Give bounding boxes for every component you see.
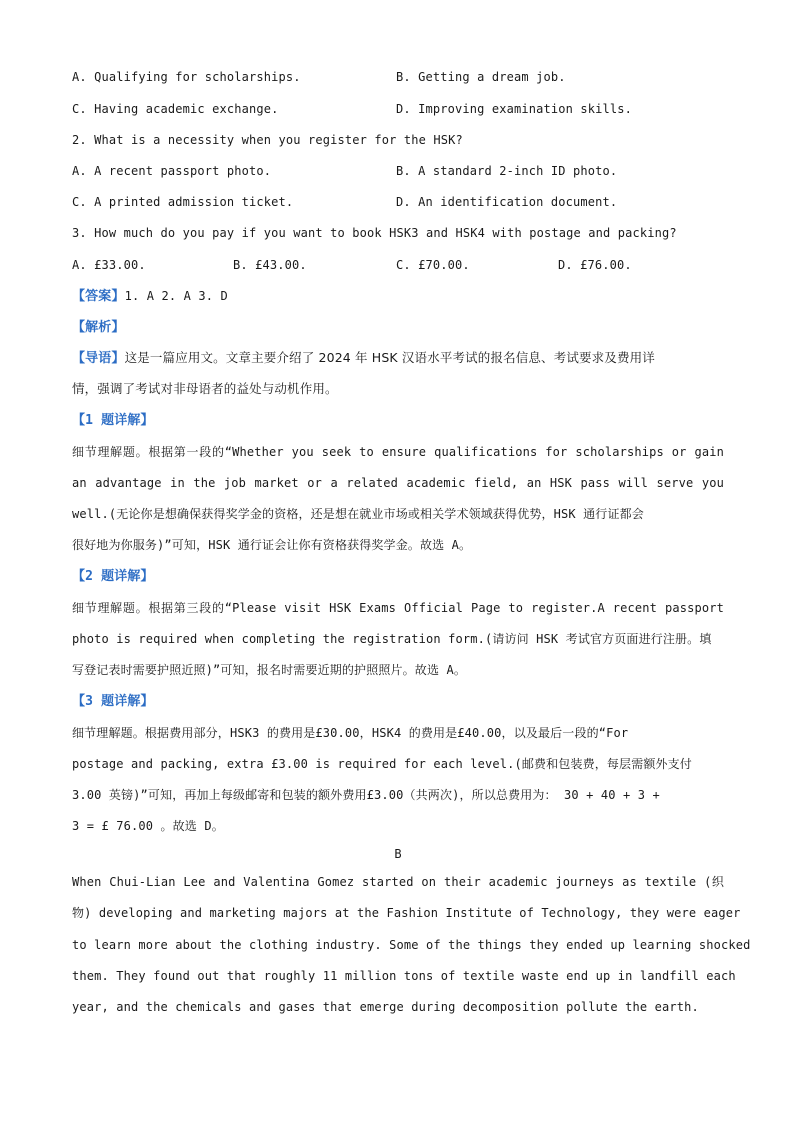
q1-option-b: B. Getting a dream job. [396, 70, 566, 84]
q2-stem: 2. What is a necessity when you register for the HSK? [72, 133, 463, 147]
q3-option-a: A. £33.00. [72, 258, 146, 272]
answer-text: 1. A 2. A 3. D [124, 289, 228, 303]
passage-line-3: to learn more about the clothing industry. Some of the things they ended up learning shocked [72, 938, 751, 952]
guide-line-2: 情，强调了考试对非母语者的益处与动机作用。 [72, 381, 338, 396]
detail1-line-4: 很好地为你服务)”可知，HSK 通行证会让你有资格获得奖学金。故选 A。 [72, 538, 472, 552]
detail1-line-1: 细节理解题。根据第一段的“Whether you seek to ensure qualifications for scholarships or gain [72, 445, 724, 459]
q3-option-c: C. £70.00. [396, 258, 470, 272]
detail3-line-1: 细节理解题。根据费用部分，HSK3 的费用是£30.00，HSK4 的费用是£40.00，以及最后一段的“For [72, 726, 629, 740]
q3-stem: 3. How much do you pay if you want to book HSK3 and HSK4 with postage and packing? [72, 226, 677, 240]
passage-line-2: 物) developing and marketing majors at the Fashion Institute of Technology, they were eager [72, 906, 741, 920]
detail3-line-2: postage and packing, extra £3.00 is required for each level.(邮费和包装费，每层需额外支付 [72, 757, 692, 771]
analysis-tag: 【解析】 [72, 320, 125, 335]
q2-option-d: D. An identification document. [396, 195, 618, 209]
q3-option-b: B. £43.00. [233, 258, 307, 272]
detail1-line-3: well.(无论你是想确保获得奖学金的资格，还是想在就业市场或相关学术领域获得优势，HSK 通行证都会 [72, 507, 644, 521]
detail1-heading [72, 412, 154, 429]
detail2-line-2: photo is required when completing the registration form.(请访问 HSK 考试官方页面进行注册。填 [72, 632, 712, 646]
q3-option-d: D. £76.00. [558, 258, 632, 272]
detail3-heading [72, 693, 154, 710]
q1-option-c: C. Having academic exchange. [72, 102, 279, 116]
detail2-tag: 【2 题详解】 [72, 569, 154, 584]
answer-line [72, 288, 228, 305]
q1-option-d: D. Improving examination skills. [396, 102, 632, 116]
detail2-heading [72, 568, 154, 585]
section-b-heading: B [394, 847, 402, 861]
q1-option-a: A. Qualifying for scholarships. [72, 70, 301, 84]
detail1-line-2: an advantage in the job market or a related academic field, an HSK pass will serve you [72, 476, 724, 490]
detail3-line-4: 3 = £ 76.00 。故选 D。 [72, 819, 224, 833]
q2-option-b: B. A standard 2-inch ID photo. [396, 164, 618, 178]
detail2-line-3: 写登记表时需要护照近照)”可知，报名时需要近期的护照照片。故选 A。 [72, 663, 467, 677]
passage-line-5: year, and the chemicals and gases that emerge during decomposition pollute the earth. [72, 1000, 699, 1014]
q2-option-a: A. A recent passport photo. [72, 164, 272, 178]
q2-option-c: C. A printed admission ticket. [72, 195, 294, 209]
passage-line-4: them. They found out that roughly 11 million tons of textile waste end up in landfill each [72, 969, 736, 983]
guide-line-1 [72, 350, 655, 367]
passage-line-1: When Chui-Lian Lee and Valentina Gomez started on their academic journeys as textile (织 [72, 875, 724, 889]
detail2-line-1: 细节理解题。根据第三段的“Please visit HSK Exams Official Page to register.A recent passport [72, 601, 724, 615]
detail3-tag: 【3 题详解】 [72, 694, 154, 709]
guide-text-1: 这是一篇应用文。文章主要介绍了 2024 年 HSK 汉语水平考试的报名信息、考试要求及费用详 [124, 350, 655, 365]
answer-tag: 【答案】 [72, 289, 125, 304]
analysis-heading [72, 319, 125, 336]
guide-tag: 【导语】 [72, 351, 125, 366]
detail1-tag: 【1 题详解】 [72, 413, 154, 428]
detail3-line-3: 3.00 英镑)”可知，再加上每级邮寄和包装的额外费用£3.00（共两次)，所以总费用为： 30 + 40 + 3 + [72, 788, 660, 802]
